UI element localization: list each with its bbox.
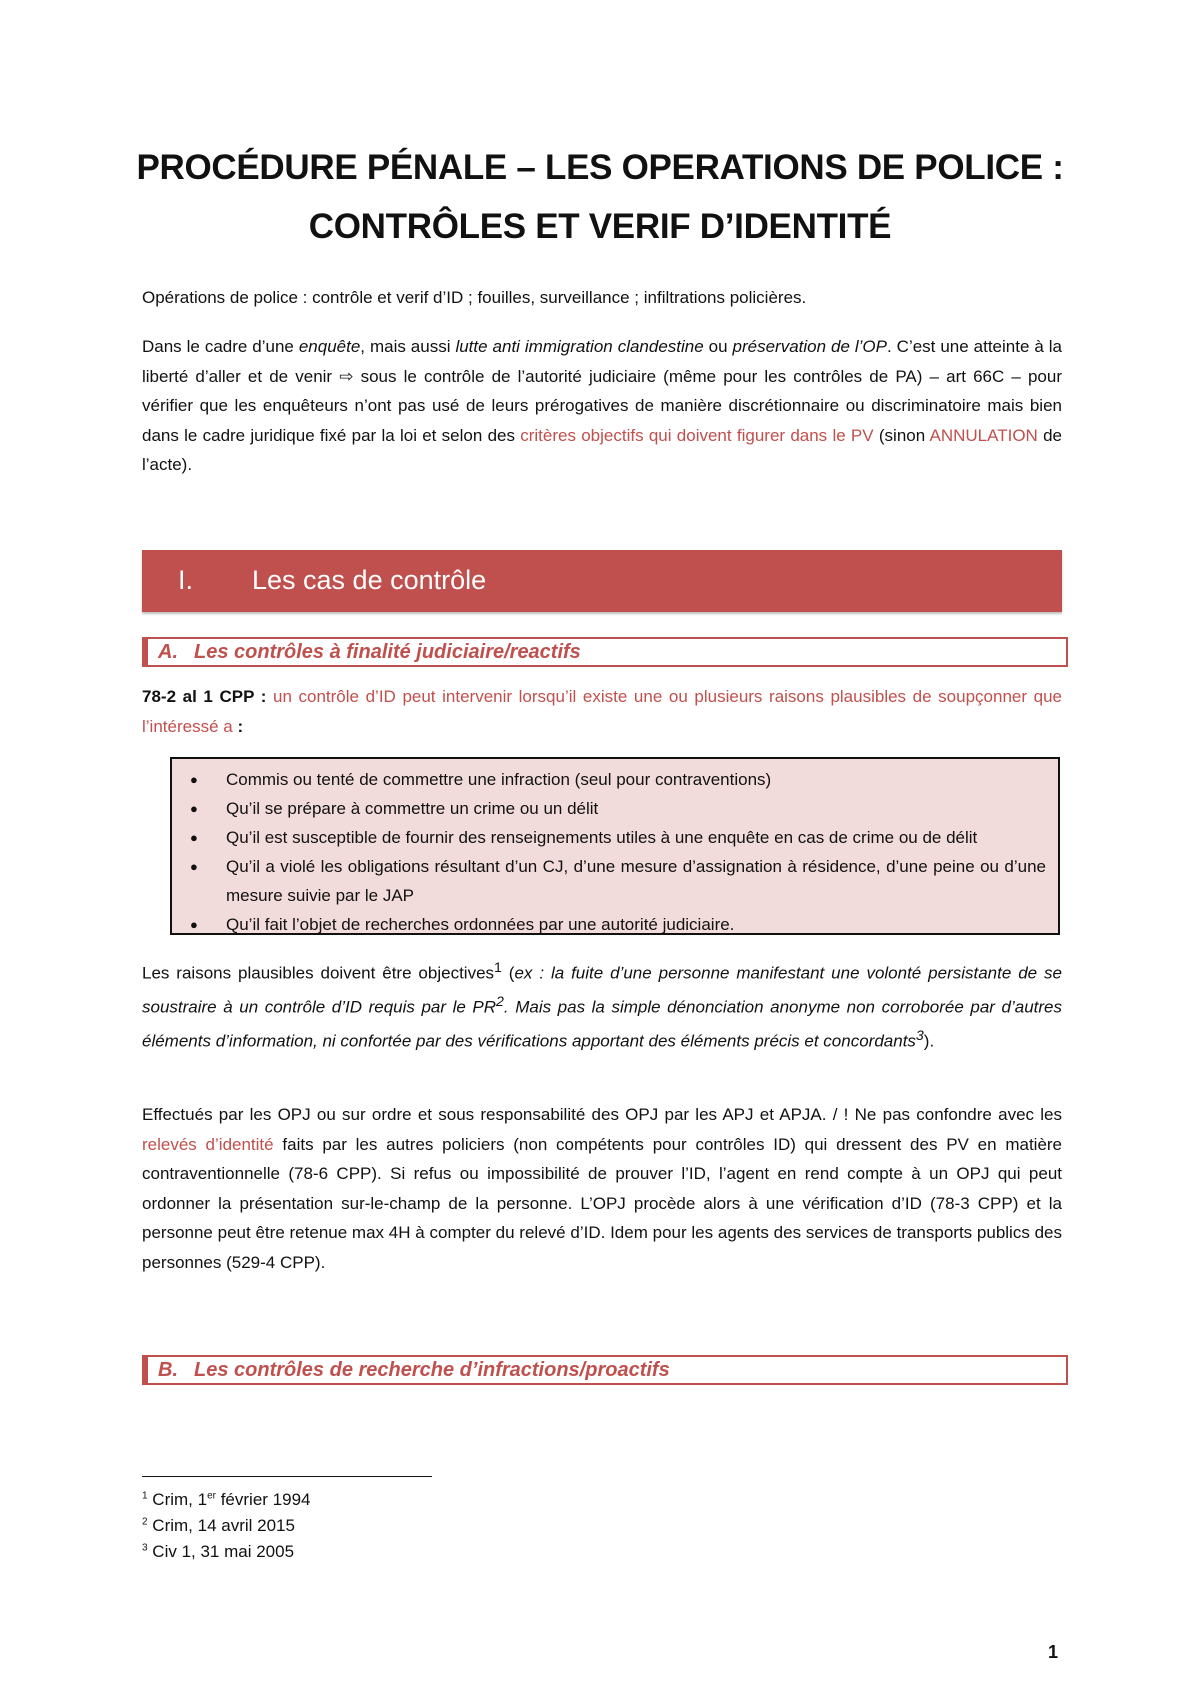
- list-item-text: Qu’il est susceptible de fournir des renseignements utiles à une enquête en cas de crime ou de délit: [226, 828, 978, 847]
- officers-paragraph: [142, 1100, 1062, 1277]
- footnote-text: Civ 1, 31 mai 2005: [152, 1542, 295, 1561]
- text: Effectués par les OPJ ou sur ordre et sous responsabilité des OPJ par les APJ et APJA. / ! Ne pas confondre avec les: [142, 1105, 1062, 1124]
- bullet-icon: ●: [190, 917, 198, 932]
- subsection-heading-a: [142, 637, 1068, 667]
- text-highlight: critères objectifs qui doivent figurer dans le PV: [520, 425, 874, 445]
- footnote-ref: 1: [494, 960, 502, 976]
- text: . C’est une atteinte à la liberté d’aller et de venir ⇨ sous le contrôle de l’autorité judiciaire (même pour les contrôles de PA) – art 66C – pour vérifier que les enquêteurs n’ont pas usé de leurs prérogatives de manière discrétionnaire ou discriminatoire mais bien dans le cadre juridique fixé par la loi et selon des: [142, 337, 1063, 445]
- subsection-heading-b: [142, 1355, 1068, 1385]
- list-item-text: Qu’il se prépare à commettre un crime ou un délit: [226, 799, 599, 818]
- text-italic: . Mais pas la simple dénonciation anonyme non corroborée par d’autres éléments d’information, ni confortée par des vérifications apportant des éléments précis et concordants: [142, 997, 1062, 1051]
- conditions-list-box: [170, 757, 1060, 935]
- bullet-icon: ●: [190, 830, 198, 845]
- text: faits par les autres policiers (non compétents pour contrôles ID) qui dressent des PV en matière contraventionnelle (78-6 CPP). Si refus ou impossibilité de prouver l’ID, l’agent en rend compte à un OPJ qui peut ordonner la présentation sur-le-champ de la personne. L’OPJ procède alors à une vérification d’ID (78-3 CPP) et la personne peut être retenue max 4H à compter du relevé d’ID. Idem pour les agents des services de transports publics des personnes (529-4 CPP).: [142, 1134, 1063, 1272]
- subsection-number: B.: [158, 1359, 178, 1381]
- footnote-separator: [142, 1476, 432, 1477]
- list-item-text: Commis ou tenté de commettre une infraction (seul pour contraventions): [226, 770, 772, 789]
- text: (sinon: [873, 425, 930, 445]
- bullet-icon: ●: [190, 772, 198, 787]
- conditions-list: [182, 765, 1046, 939]
- list-item: [182, 765, 1046, 794]
- subsection-label: Les contrôles à finalité judiciaire/reactifs: [194, 641, 581, 663]
- footnote-number: 3: [142, 1542, 148, 1554]
- text-italic: préservation de l’OP: [732, 337, 887, 356]
- footnote-text: Crim, 1: [152, 1490, 208, 1509]
- intro-paragraph: Opérations de police : contrôle et verif d’ID ; fouilles, surveillance ; infiltrations policières.: [142, 288, 807, 307]
- text: , mais aussi: [360, 337, 456, 356]
- footnote-number: 2: [142, 1516, 148, 1528]
- article-paragraph: [142, 682, 1062, 741]
- list-item-text: Qu’il fait l’objet de recherches ordonnées par une autorité judiciaire.: [226, 915, 735, 934]
- bullet-icon: ●: [190, 859, 198, 874]
- list-item: [182, 823, 1046, 852]
- list-item: [182, 794, 1046, 823]
- text: Dans le cadre d’une: [142, 337, 299, 356]
- footnote: [142, 1542, 294, 1562]
- list-item: [182, 910, 1046, 939]
- title-line-1: PROCÉDURE PÉNALE – LES OPERATIONS DE POLICE :: [136, 148, 1064, 187]
- text-italic: lutte anti immigration clandestine: [455, 337, 704, 356]
- bullet-icon: ●: [190, 801, 198, 816]
- section-heading-1: [142, 550, 1062, 612]
- text-highlight: relevés d’identité: [142, 1134, 274, 1154]
- text-italic: ex : la fuite d’une personne manifestant une volonté persistante de se soustraire à un contrôle d’ID requis par le PR: [142, 963, 1062, 1017]
- text: (: [501, 963, 515, 983]
- text: ou: [703, 337, 733, 356]
- footnote-text: Crim, 14 avril 2015: [152, 1516, 295, 1535]
- text: de l’acte).: [142, 425, 1062, 474]
- text: :: [232, 716, 244, 736]
- page-number: 1: [1048, 1642, 1059, 1662]
- section-label: Les cas de contrôle: [252, 565, 487, 595]
- footnote-sup: er: [207, 1490, 216, 1502]
- list-item: [182, 852, 1046, 910]
- context-paragraph: [142, 332, 1062, 480]
- text: :: [254, 687, 273, 706]
- footnote: [142, 1516, 295, 1536]
- list-item-text: Qu’il a violé les obligations résultant d’un CJ, d’une mesure d’assignation à résidence, d’une peine ou d’une mesure suivie par le JAP: [226, 857, 1046, 905]
- footnote-ref: 3: [915, 1028, 924, 1045]
- section-number: I.: [178, 565, 194, 595]
- text-highlight: ANNULATION: [929, 425, 1038, 445]
- text-italic: enquête: [298, 337, 361, 356]
- plausible-reasons-paragraph: [142, 954, 1062, 1056]
- subsection-label: Les contrôles de recherche d’infractions/proactifs: [194, 1359, 670, 1381]
- subsection-number: A.: [158, 641, 178, 663]
- text: ).: [923, 1031, 935, 1051]
- title-line-2: CONTRÔLES ET VERIF D’IDENTITÉ: [308, 207, 892, 246]
- footnote-text: février 1994: [215, 1490, 311, 1509]
- text-highlight: un contrôle d’ID peut intervenir lorsqu’il existe une ou plusieurs raisons plausibles de soupçonner que l’intéressé a: [142, 687, 1062, 736]
- footnote-ref: 2: [496, 994, 504, 1011]
- text: Les raisons plausibles doivent être objectives: [142, 963, 495, 983]
- footnote: [142, 1490, 310, 1510]
- article-ref: 78-2 al 1 CPP: [142, 687, 255, 706]
- footnote-number: 1: [142, 1490, 148, 1502]
